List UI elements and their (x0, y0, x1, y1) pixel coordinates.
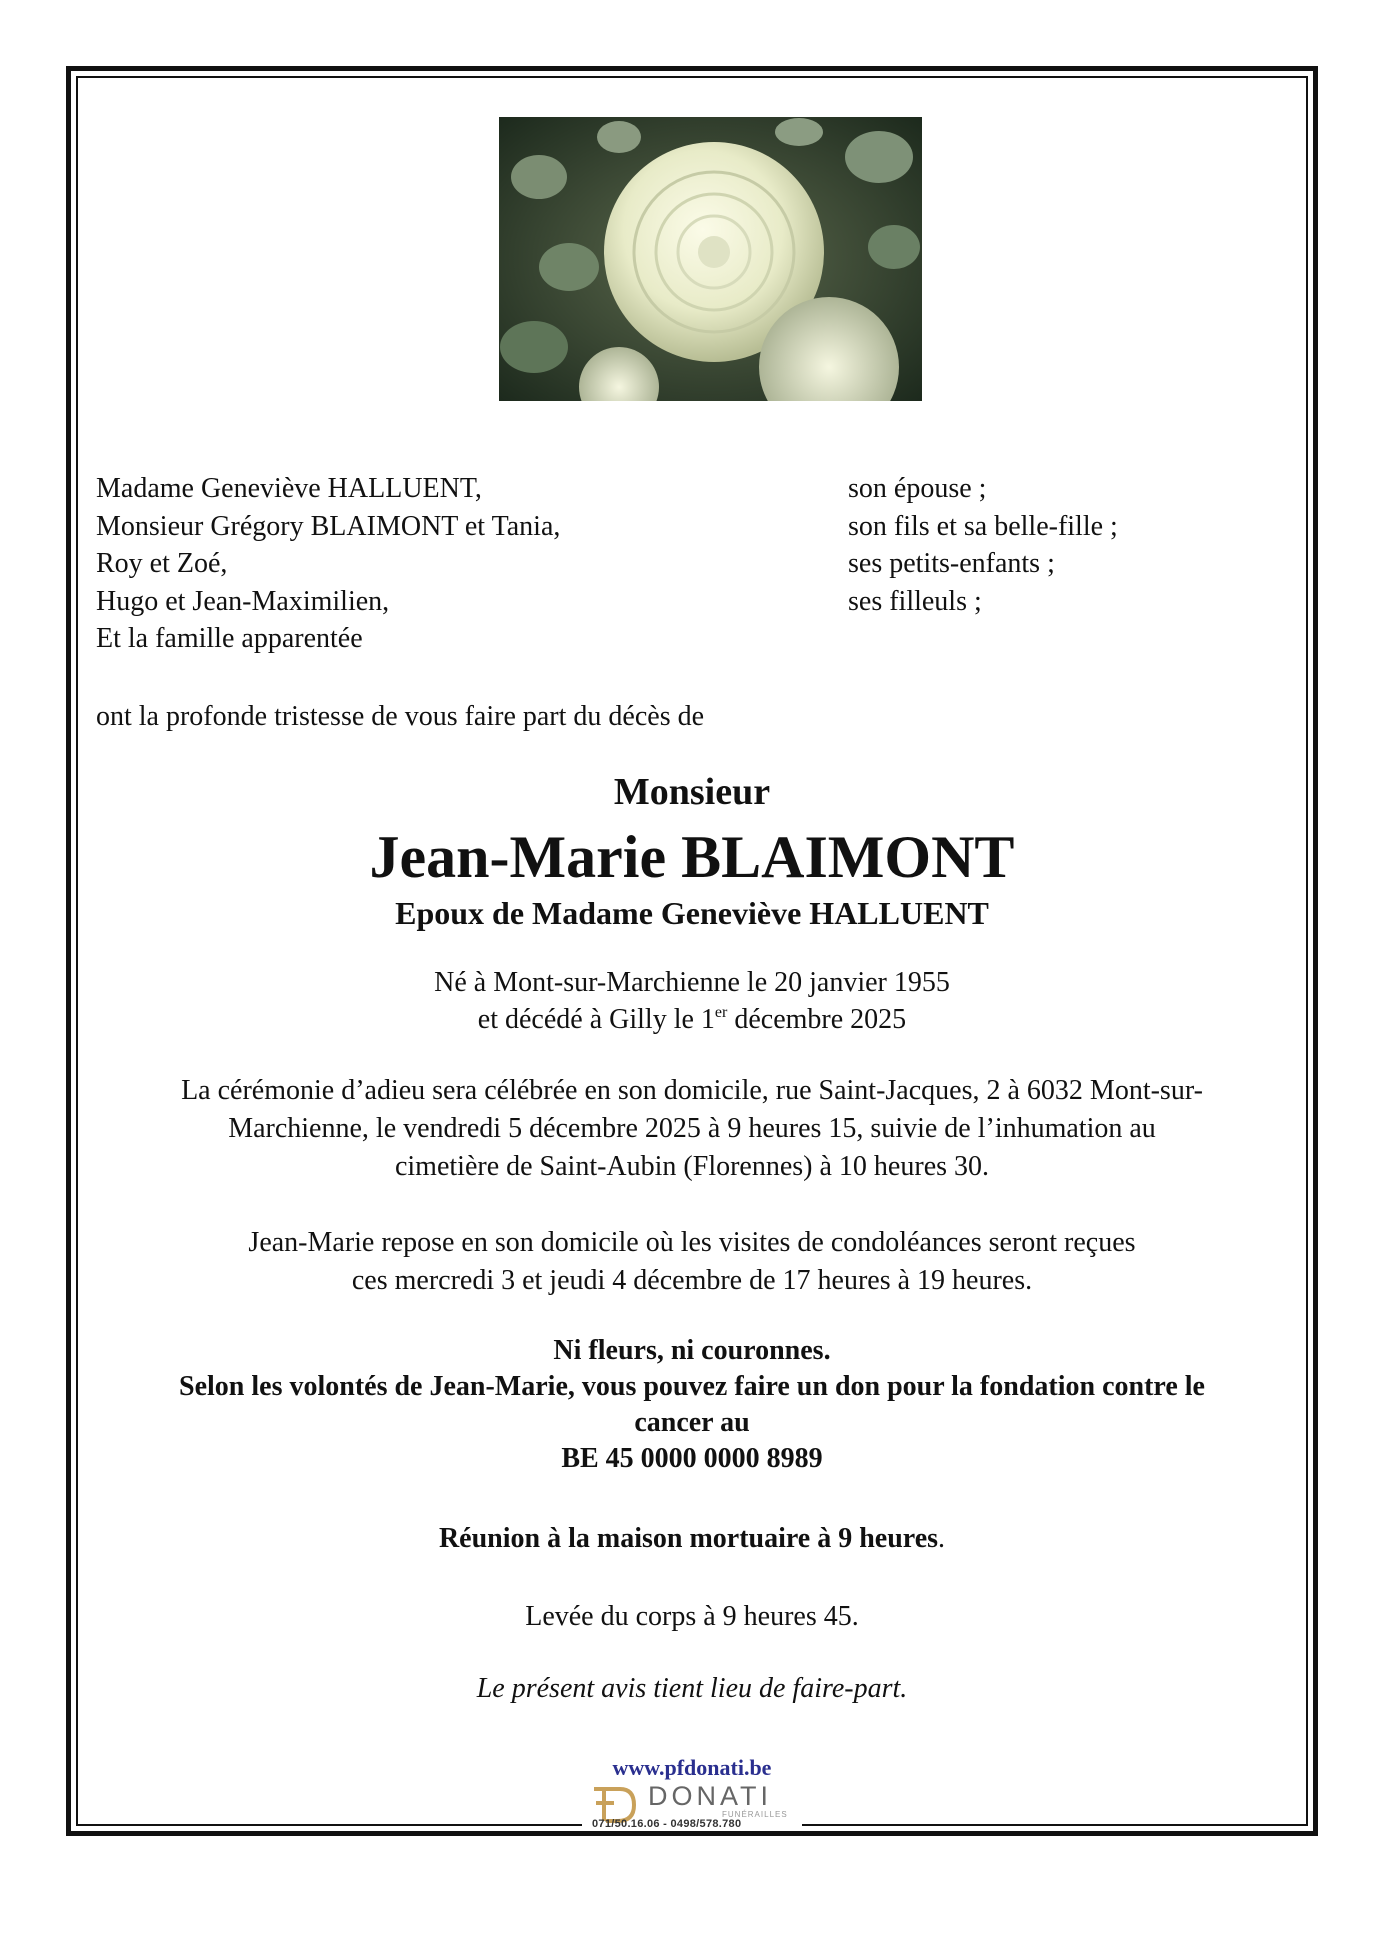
family-row (96, 508, 1196, 546)
donati-logo (582, 1781, 802, 1831)
death-line (76, 1001, 1308, 1039)
visits-line: ces mercredi 3 et jeudi 4 décembre de 17 heures à 19 heures. (351, 1265, 1033, 1296)
visits-paragraph (76, 1224, 1308, 1300)
family-name: Roy et Zoé, (96, 548, 228, 579)
phone-numbers: 071/50.16.06 - 0498/578.780 (592, 1818, 742, 1830)
death-superscript: er (714, 1004, 728, 1021)
family-relation: son fils et sa belle-fille ; (848, 510, 1118, 542)
donation-line: Ni fleurs, ni couronnes. (553, 1335, 831, 1366)
family-row (96, 620, 1196, 658)
family-row (96, 470, 1196, 508)
levee-line: Levée du corps à 9 heures 45. (525, 1601, 859, 1632)
meeting-bold: Réunion à la maison mortuaire à 9 heures (438, 1523, 939, 1554)
brand-name: DONATI (648, 1781, 772, 1811)
death-prefix: et décédé à Gilly le 1 (477, 1004, 715, 1035)
ceremony-line: cimetière de Saint-Aubin (Florennes) à 10 heures 30. (394, 1151, 990, 1182)
ceremony-line: La cérémonie d’adieu sera célébrée en son domicile, rue Saint-Jacques, 2 à 6032 Mont-sur- (181, 1075, 1203, 1106)
donation-line: cancer au (634, 1407, 750, 1438)
visits-line: Jean-Marie repose en son domicile où les visites de condoléances seront reçues (248, 1227, 1136, 1258)
family-relation: son épouse ; (848, 473, 987, 504)
notice-line: Le présent avis tient lieu de faire-part. (476, 1673, 908, 1704)
honorific: Monsieur (613, 771, 771, 813)
website-link[interactable]: www.pfdonati.be (612, 1755, 772, 1780)
ceremony-paragraph (76, 1072, 1308, 1186)
deceased-name: Jean-Marie BLAIMONT (369, 824, 1015, 890)
meeting-line (76, 1520, 1308, 1558)
donation-paragraph (76, 1333, 1308, 1477)
death-suffix: décembre 2025 (727, 1004, 907, 1035)
meeting-end: . (938, 1523, 946, 1554)
birth-line: Né à Mont-sur-Marchienne le 20 janvier 1955 (434, 967, 950, 998)
family-name: Hugo et Jean-Maximilien, (96, 585, 390, 617)
brand-subtitle: FUNÉRAILLES (722, 1810, 788, 1819)
family-relation: ses petits-enfants ; (848, 548, 1055, 579)
family-row (96, 545, 1196, 583)
ceremony-line: Marchienne, le vendredi 5 décembre 2025 à 9 heures 15, suivie de l’inhumation au (228, 1113, 1156, 1144)
family-relation: ses filleuls ; (848, 585, 982, 617)
intro-text: ont la profonde tristesse de vous faire part du décès de (96, 701, 705, 732)
spouse-line: Epoux de Madame Geneviève HALLUENT (395, 895, 989, 931)
family-list (96, 470, 1196, 658)
flower-photo (499, 117, 922, 401)
donation-line: Selon les volontés de Jean-Marie, vous pouvez faire un don pour la fondation contre le (179, 1371, 1205, 1402)
family-name: Madame Geneviève HALLUENT, (96, 473, 482, 504)
bank-account: BE 45 0000 0000 8989 (561, 1443, 823, 1474)
donati-monogram-icon (590, 1783, 636, 1823)
family-row (96, 583, 1196, 621)
family-name: Monsieur Grégory BLAIMONT et Tania, (96, 510, 561, 542)
family-name: Et la famille apparentée (96, 623, 363, 654)
